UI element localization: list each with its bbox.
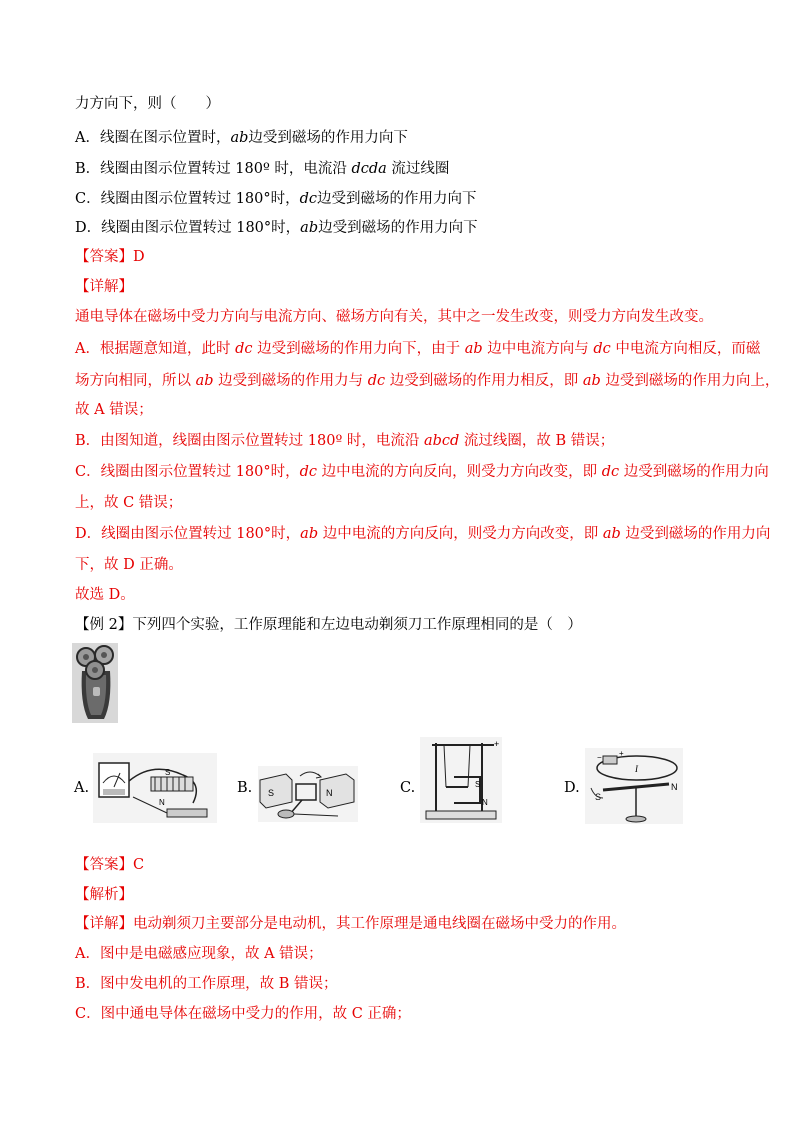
figure-a-electromagnetic-induction [93,753,217,823]
detail-a-line2: 场方向相同，所以 ab 边受到磁场的作用力与 dc 边受到磁场的作用力相反，即 ab 边受到磁场的作用力向上， [75,373,780,389]
figure-a-label-s: S [165,768,171,777]
analysis-label-2: 【解析】 [75,887,133,903]
detail-2-b: B．图中发电机的工作原理，故 B 错误； [75,976,338,992]
detail-b-line1: B．由图知道，线圈由图示位置转过 180º 时，电流沿 abcd 流过线圈，故 B 错误； [75,433,615,449]
detail-2-c: C．图中通电导体在磁场中受力的作用，故 C 正确； [75,1006,411,1022]
figure-d-label-n: N [671,782,678,792]
figure-b-label-s: S [268,788,275,798]
detail-intro-2: 【详解】电动剃须刀主要部分是电动机，其工作原理是通电线圈在磁场中受力的作用。 [75,916,626,932]
figure-d-label-s: S [595,792,602,802]
detail-c-line1: C．线圈由图示位置转过 180°时，dc 边中电流的方向反向，则受力方向改变，即 dc 边受到磁场的作用力向 [75,464,769,480]
option-b: B．线圈由图示位置转过 180º 时，电流沿 dcda 流过线圈 [75,161,450,177]
figure-option-c-label: C. [400,780,416,796]
figure-d-label-minus: − [597,753,602,762]
answer-2: 【答案】C [75,857,145,873]
figure-option-b-label: B. [237,780,253,796]
figure-c-motor-principle [420,737,502,823]
figure-d-label-i: I [635,764,638,774]
figure-b-label-n: N [326,788,333,798]
detail-a-line1: A．根据题意知道，此时 dc 边受到磁场的作用力向下，由于 ab 边中电流方向与 dc 中电流方向相反，而磁 [75,341,761,357]
conclusion-1: 故选 D。 [75,587,135,603]
question-2-stem: 【例 2】下列四个实验，工作原理能和左边电动剃须刀工作原理相同的是（ ） [75,617,582,633]
figure-option-d-label: D. [564,780,580,796]
figure-option-a-label: A. [74,780,90,796]
detail-d-line1: D．线圈由图示位置转过 180°时，ab 边中电流的方向反向，则受力方向改变，即 ab 边受到磁场的作用力向 [75,526,771,542]
question-stem-tail: 力方向下，则（ ） [75,96,220,112]
detail-d-line2: 下，故 D 正确。 [75,557,183,573]
detail-a-line3: 故 A 错误； [75,402,153,418]
option-a: A．线圈在图示位置时，ab边受到磁场的作用力向下 [75,130,408,146]
detail-label-1: 【详解】 [75,279,133,295]
figure-d-label-plus: + [619,749,624,758]
figure-c-label-plus: + [494,739,500,749]
detail-2-a: A．图中是电磁感应现象，故 A 错误； [75,946,323,962]
figure-b-generator [258,766,358,822]
figure-a-label-n: N [159,798,165,807]
option-c: C．线圈由图示位置转过 180°时，dc边受到磁场的作用力向下 [75,191,477,207]
answer-1: 【答案】D [75,249,145,265]
figure-c-label-n: N [482,798,488,807]
electric-shaver-image [72,643,118,723]
option-d: D．线圈由图示位置转过 180°时，ab边受到磁场的作用力向下 [75,220,478,236]
figure-c-label-s: S [475,780,481,789]
detail-intro-1: 通电导体在磁场中受力方向与电流方向、磁场方向有关，其中之一发生改变，则受力方向发生改变。 [75,309,713,325]
figure-d-current-magnetic-effect [585,748,683,824]
detail-c-line2: 上，故 C 错误； [75,495,183,511]
